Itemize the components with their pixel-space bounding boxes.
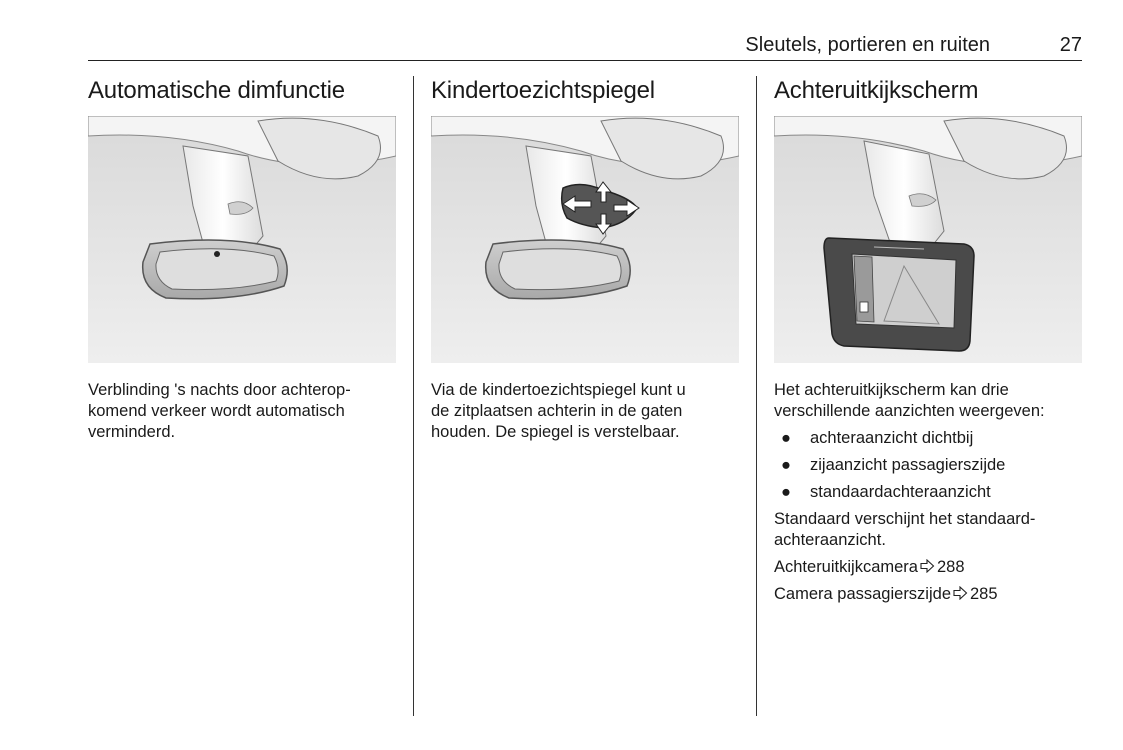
- text-line: houden. De spiegel is verstelbaar.: [431, 423, 680, 441]
- running-title: Sleutels, portieren en ruiten: [745, 34, 990, 56]
- bullet-icon: ●: [781, 483, 791, 501]
- rearview-mirror-illustration: [88, 116, 396, 363]
- section-body: [431, 380, 739, 443]
- section-automatic-dimming: [88, 76, 396, 449]
- paragraph: [774, 509, 1082, 551]
- list-item-text: achteraanzicht dichtbij: [810, 429, 974, 447]
- text-line: komend verkeer wordt automatisch: [88, 402, 345, 420]
- paragraph: [431, 380, 739, 443]
- list-item-text: zijaanzicht passagierszijde: [810, 456, 1006, 474]
- text-line: de zitplaatsen achterin in de gaten: [431, 402, 683, 420]
- reference-text: Camera passagierszijde: [774, 585, 951, 603]
- text-line: verschillende aanzichten weergeven:: [774, 402, 1045, 420]
- list-item: [774, 482, 1082, 503]
- cross-reference[interactable]: [774, 557, 1082, 578]
- text-line: Verblinding 's nachts door achterop-: [88, 381, 351, 399]
- section-heading: Automatische dimfunctie: [88, 77, 345, 104]
- page-reference-arrow-icon: [953, 586, 968, 600]
- reference-text: Achteruitkijkcamera: [774, 558, 918, 576]
- reference-page: 285: [970, 585, 998, 603]
- text-line: Via de kindertoezichtspiegel kunt u: [431, 381, 686, 399]
- child-view-mirror-illustration: [431, 116, 739, 363]
- cross-reference[interactable]: [774, 584, 1082, 605]
- list-item: [774, 428, 1082, 449]
- list-item-text: standaardachteraanzicht: [810, 483, 991, 501]
- page-header: [88, 34, 1082, 61]
- section-heading: Achteruitkijkscherm: [774, 77, 979, 104]
- page-number: 27: [1059, 34, 1082, 56]
- bullet-icon: ●: [781, 456, 791, 474]
- column-divider: [756, 76, 757, 716]
- section-body: [774, 380, 1082, 605]
- text-line: achteraanzicht.: [774, 531, 886, 549]
- paragraph: [774, 380, 1082, 422]
- paragraph: [88, 380, 396, 443]
- column-divider: [413, 76, 414, 716]
- text-line: Het achteruitkijkscherm kan drie: [774, 381, 1009, 399]
- section-rear-view-display: [774, 76, 1082, 611]
- rear-view-display-illustration: [774, 116, 1082, 363]
- text-line: verminderd.: [88, 423, 176, 441]
- bullet-icon: ●: [781, 429, 791, 447]
- page-reference-arrow-icon: [920, 559, 935, 573]
- section-child-view-mirror: [431, 76, 739, 449]
- section-heading: Kindertoezichtspiegel: [431, 77, 655, 104]
- section-body: [88, 380, 396, 443]
- view-options-list: [774, 428, 1082, 503]
- text-line: Standaard verschijnt het standaard-: [774, 510, 1036, 528]
- list-item: [774, 455, 1082, 476]
- reference-page: 288: [936, 558, 965, 576]
